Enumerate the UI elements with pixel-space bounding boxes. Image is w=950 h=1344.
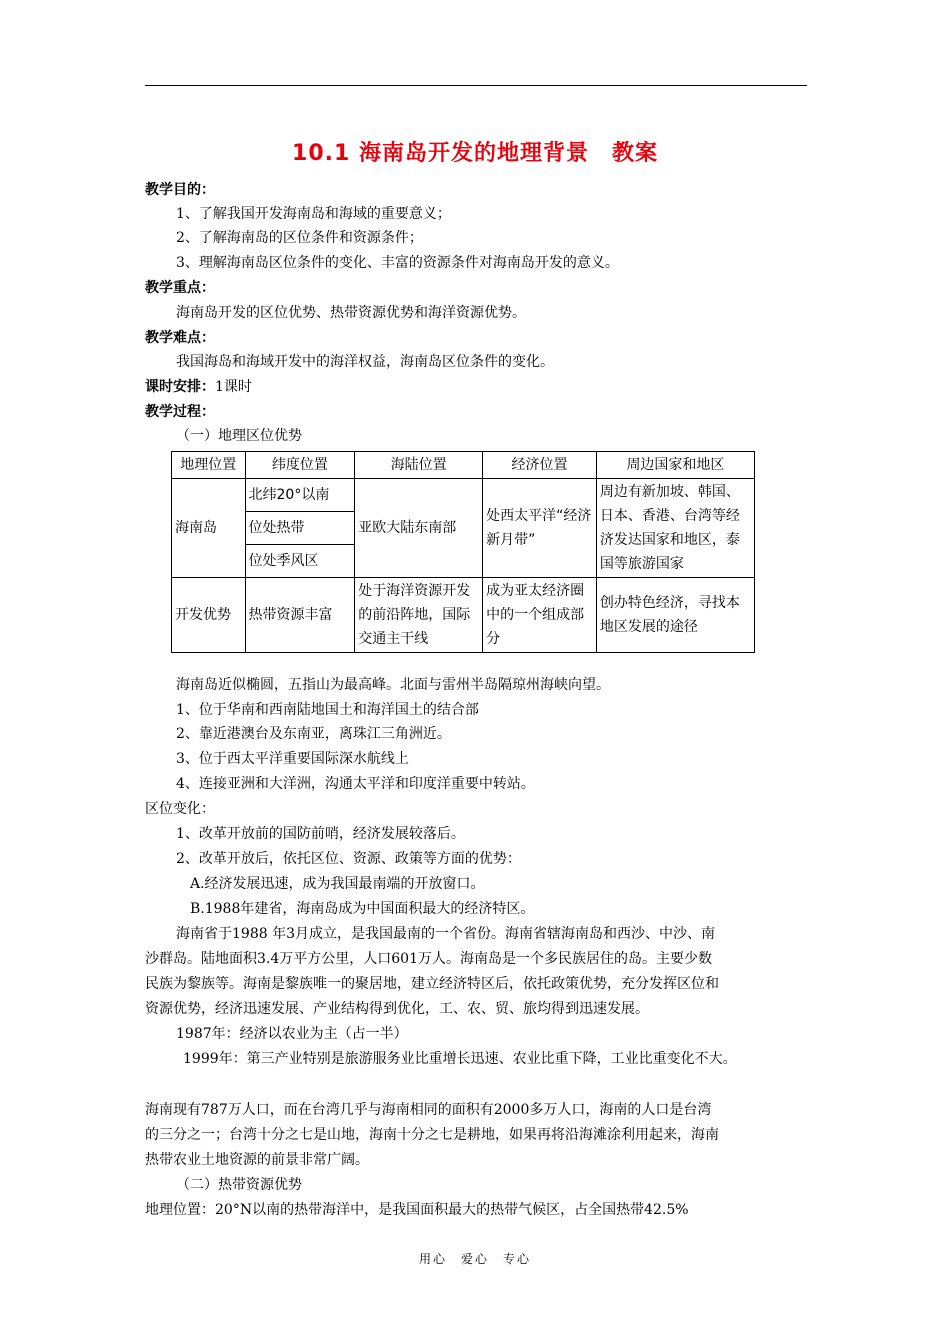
objectives-heading: 教学目的：: [145, 182, 215, 198]
province-para-line: 资源优势，经济迅速发展、产业结构得到优化，工、农、贸、旅均得到迅速发展。: [145, 1001, 649, 1017]
province-para-line: 海南省于1988 年3月成立，是我国最南的一个省份。海南省辖海南岛和西沙、中沙、南: [176, 926, 715, 942]
header-cell: 经济位置: [483, 452, 597, 479]
schedule-heading: 课时安排：: [145, 379, 215, 395]
land-sea-cell: 亚欧大陆东南部: [355, 479, 483, 578]
header-rule: [145, 85, 807, 86]
key-points-heading: 教学重点：: [145, 280, 215, 296]
province-para-line: 民族为黎族等。海南是黎族唯一的聚居地，建立经济特区后，依托政策优势，充分发挥区位和: [145, 976, 719, 992]
province-para-line: 沙群岛。陆地面积3.4万平方公里，人口601万人。海南岛是一个多民族居住的岛。主要少数: [145, 951, 712, 967]
population-para-line: 的三分之一；台湾十分之七是山地，海南十分之七是耕地，如果再将沿海滩涂利用起来，海南: [145, 1127, 719, 1143]
population-para-line: 海南现有787万人口，而在台湾几乎与海南相同的面积有2000多万人口，海南的人口是台湾: [145, 1102, 712, 1118]
change-item: 1、改革开放前的国防前哨，经济发展较落后。: [176, 826, 465, 842]
table-row: [172, 479, 755, 512]
population-para-line: 热带农业土地资源的前景非常广阔。: [145, 1152, 369, 1168]
section-2-line: 地理位置：20°N以南的热带海洋中，是我国面积最大的热带气候区，占全国热带42.5%: [145, 1202, 689, 1218]
section-1-heading: （一）地理区位优势: [176, 428, 302, 444]
economic-cell: 成为亚太经济圈中的一个组成部分: [483, 578, 597, 653]
location-item: 4、连接亚洲和大洋洲，沟通太平洋和印度洋重要中转站。: [176, 776, 535, 792]
change-heading: 区位变化：: [145, 801, 215, 817]
objective-item: 2、了解海南岛的区位条件和资源条件；: [176, 230, 423, 246]
row-label-advantage: 开发优势: [172, 578, 246, 653]
latitude-cell: 位处季风区: [245, 545, 355, 578]
latitude-cell: 热带资源丰富: [245, 578, 355, 653]
table-row: [172, 578, 755, 653]
change-sub-item: B.1988年建省，海南岛成为中国面积最大的经济特区。: [190, 901, 535, 917]
row-label-hainan: 海南岛: [172, 479, 246, 578]
land-sea-cell: 处于海洋资源开发的前沿阵地，国际交通主干线: [355, 578, 483, 653]
table-header-row: [172, 452, 755, 479]
header-cell: 纬度位置: [245, 452, 355, 479]
header-cell: 周边国家和地区: [596, 452, 754, 479]
objective-item: 1、了解我国开发海南岛和海域的重要意义；: [176, 206, 451, 222]
neighbors-cell: 周边有新加坡、韩国、日本、香港、台湾等经济发达国家和地区，泰国等旅游国家: [596, 479, 754, 578]
process-heading: 教学过程：: [145, 404, 215, 420]
page-title: 10.1 海南岛开发的地理背景 教案: [292, 141, 658, 166]
change-item: 2、改革开放后，依托区位、资源、政策等方面的优势：: [176, 851, 521, 867]
page-footer: 用心 爱心 专心: [418, 1252, 531, 1266]
header-cell: 海陆位置: [355, 452, 483, 479]
change-sub-item: A.经济发展迅速，成为我国最南端的开放窗口。: [190, 876, 485, 892]
latitude-cell: 北纬20°以南: [245, 479, 355, 512]
schedule-text: 1课时: [215, 379, 252, 395]
year-1999-line: 1999年：第三产业特别是旅游服务业比重增长迅速、农业比重下降，工业比重变化不大。: [183, 1051, 737, 1067]
neighbors-cell: 创办特色经济，寻找本地区发展的途径: [596, 578, 754, 653]
objective-item: 3、理解海南岛区位条件的变化、丰富的资源条件对海南岛开发的意义。: [176, 255, 619, 271]
latitude-cell: 位处热带: [245, 512, 355, 545]
location-item: 1、位于华南和西南陆地国土和海洋国土的结合部: [176, 702, 479, 718]
year-1987-line: 1987年：经济以农业为主（占一半）: [176, 1026, 408, 1042]
section-2-heading: （二）热带资源优势: [176, 1177, 302, 1193]
difficulties-text: 我国海岛和海域开发中的海洋权益，海南岛区位条件的变化。: [176, 354, 554, 370]
location-intro: 海南岛近似椭圆，五指山为最高峰。北面与雷州半岛隔琼州海峡向望。: [176, 677, 610, 693]
location-item: 3、位于西太平洋重要国际深水航线上: [176, 751, 409, 767]
key-points-text: 海南岛开发的区位优势、热带资源优势和海洋资源优势。: [176, 305, 526, 321]
location-table: [171, 451, 755, 653]
schedule-line: [145, 378, 252, 396]
header-cell: 地理位置: [172, 452, 246, 479]
economic-cell: 处西太平洋“经济新月带”: [483, 479, 597, 578]
difficulties-heading: 教学难点：: [145, 330, 215, 346]
location-item: 2、靠近港澳台及东南亚，离珠江三角洲近。: [176, 726, 451, 742]
